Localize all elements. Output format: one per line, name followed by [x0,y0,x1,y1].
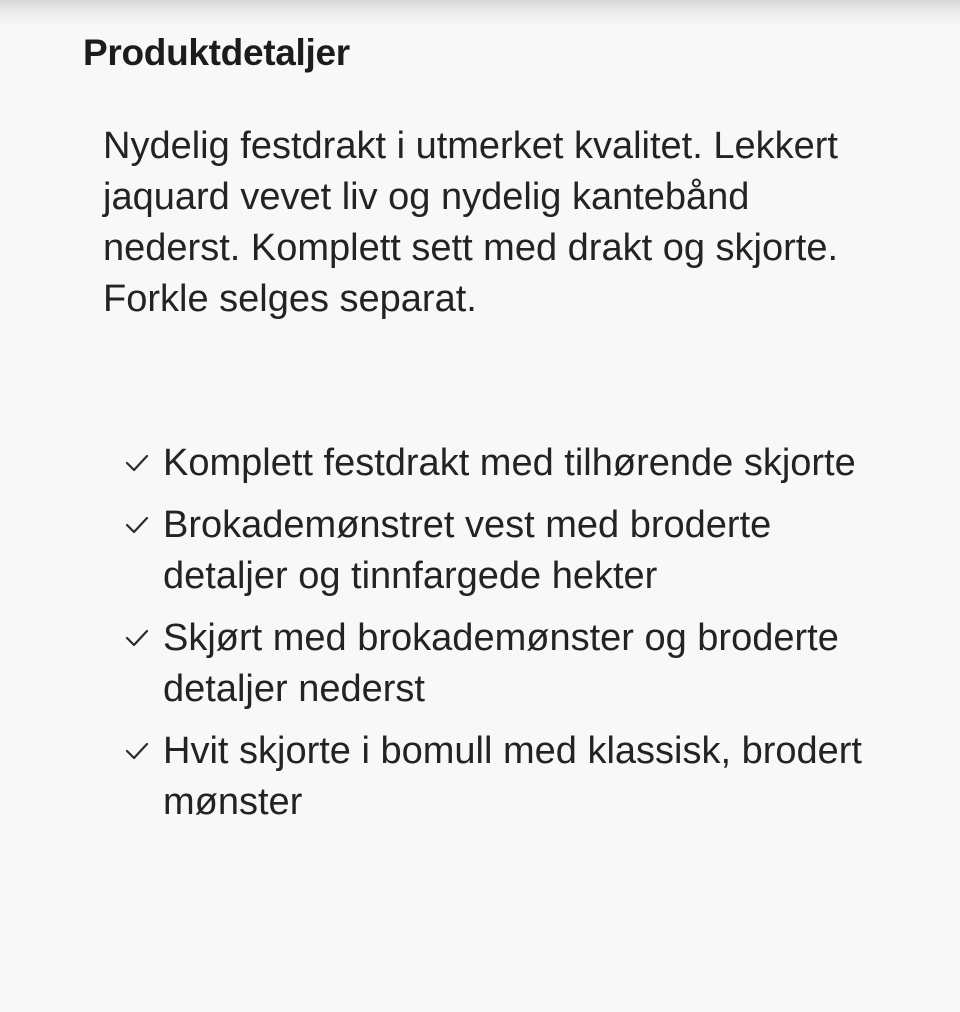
checkmark-icon [124,740,150,762]
section-title: Produktdetaljer [83,32,350,73]
feature-item [120,438,880,489]
product-description: Nydelig festdrakt i utmerket kvalitet. Lekkert jaquard vevet liv og nydelig kantebånd nederst. Komplett sett med drakt og skjorte. Forkle selges separat. [103,125,839,320]
feature-item [120,613,880,715]
feature-text: Hvit skjorte i bomull med klassisk, brodert mønster [163,730,862,823]
feature-text: Komplett festdrakt med tilhørende skjorte [163,442,856,484]
checkmark-icon [124,452,150,474]
checkmark-icon [124,514,150,536]
feature-list [120,438,880,839]
feature-text: Skjørt med brokademønster og broderte detaljer nederst [163,617,839,710]
feature-item [120,500,880,602]
checkmark-icon [124,627,150,649]
feature-item [120,726,880,828]
feature-text: Brokademønstret vest med broderte detaljer og tinnfargede hekter [163,504,772,597]
